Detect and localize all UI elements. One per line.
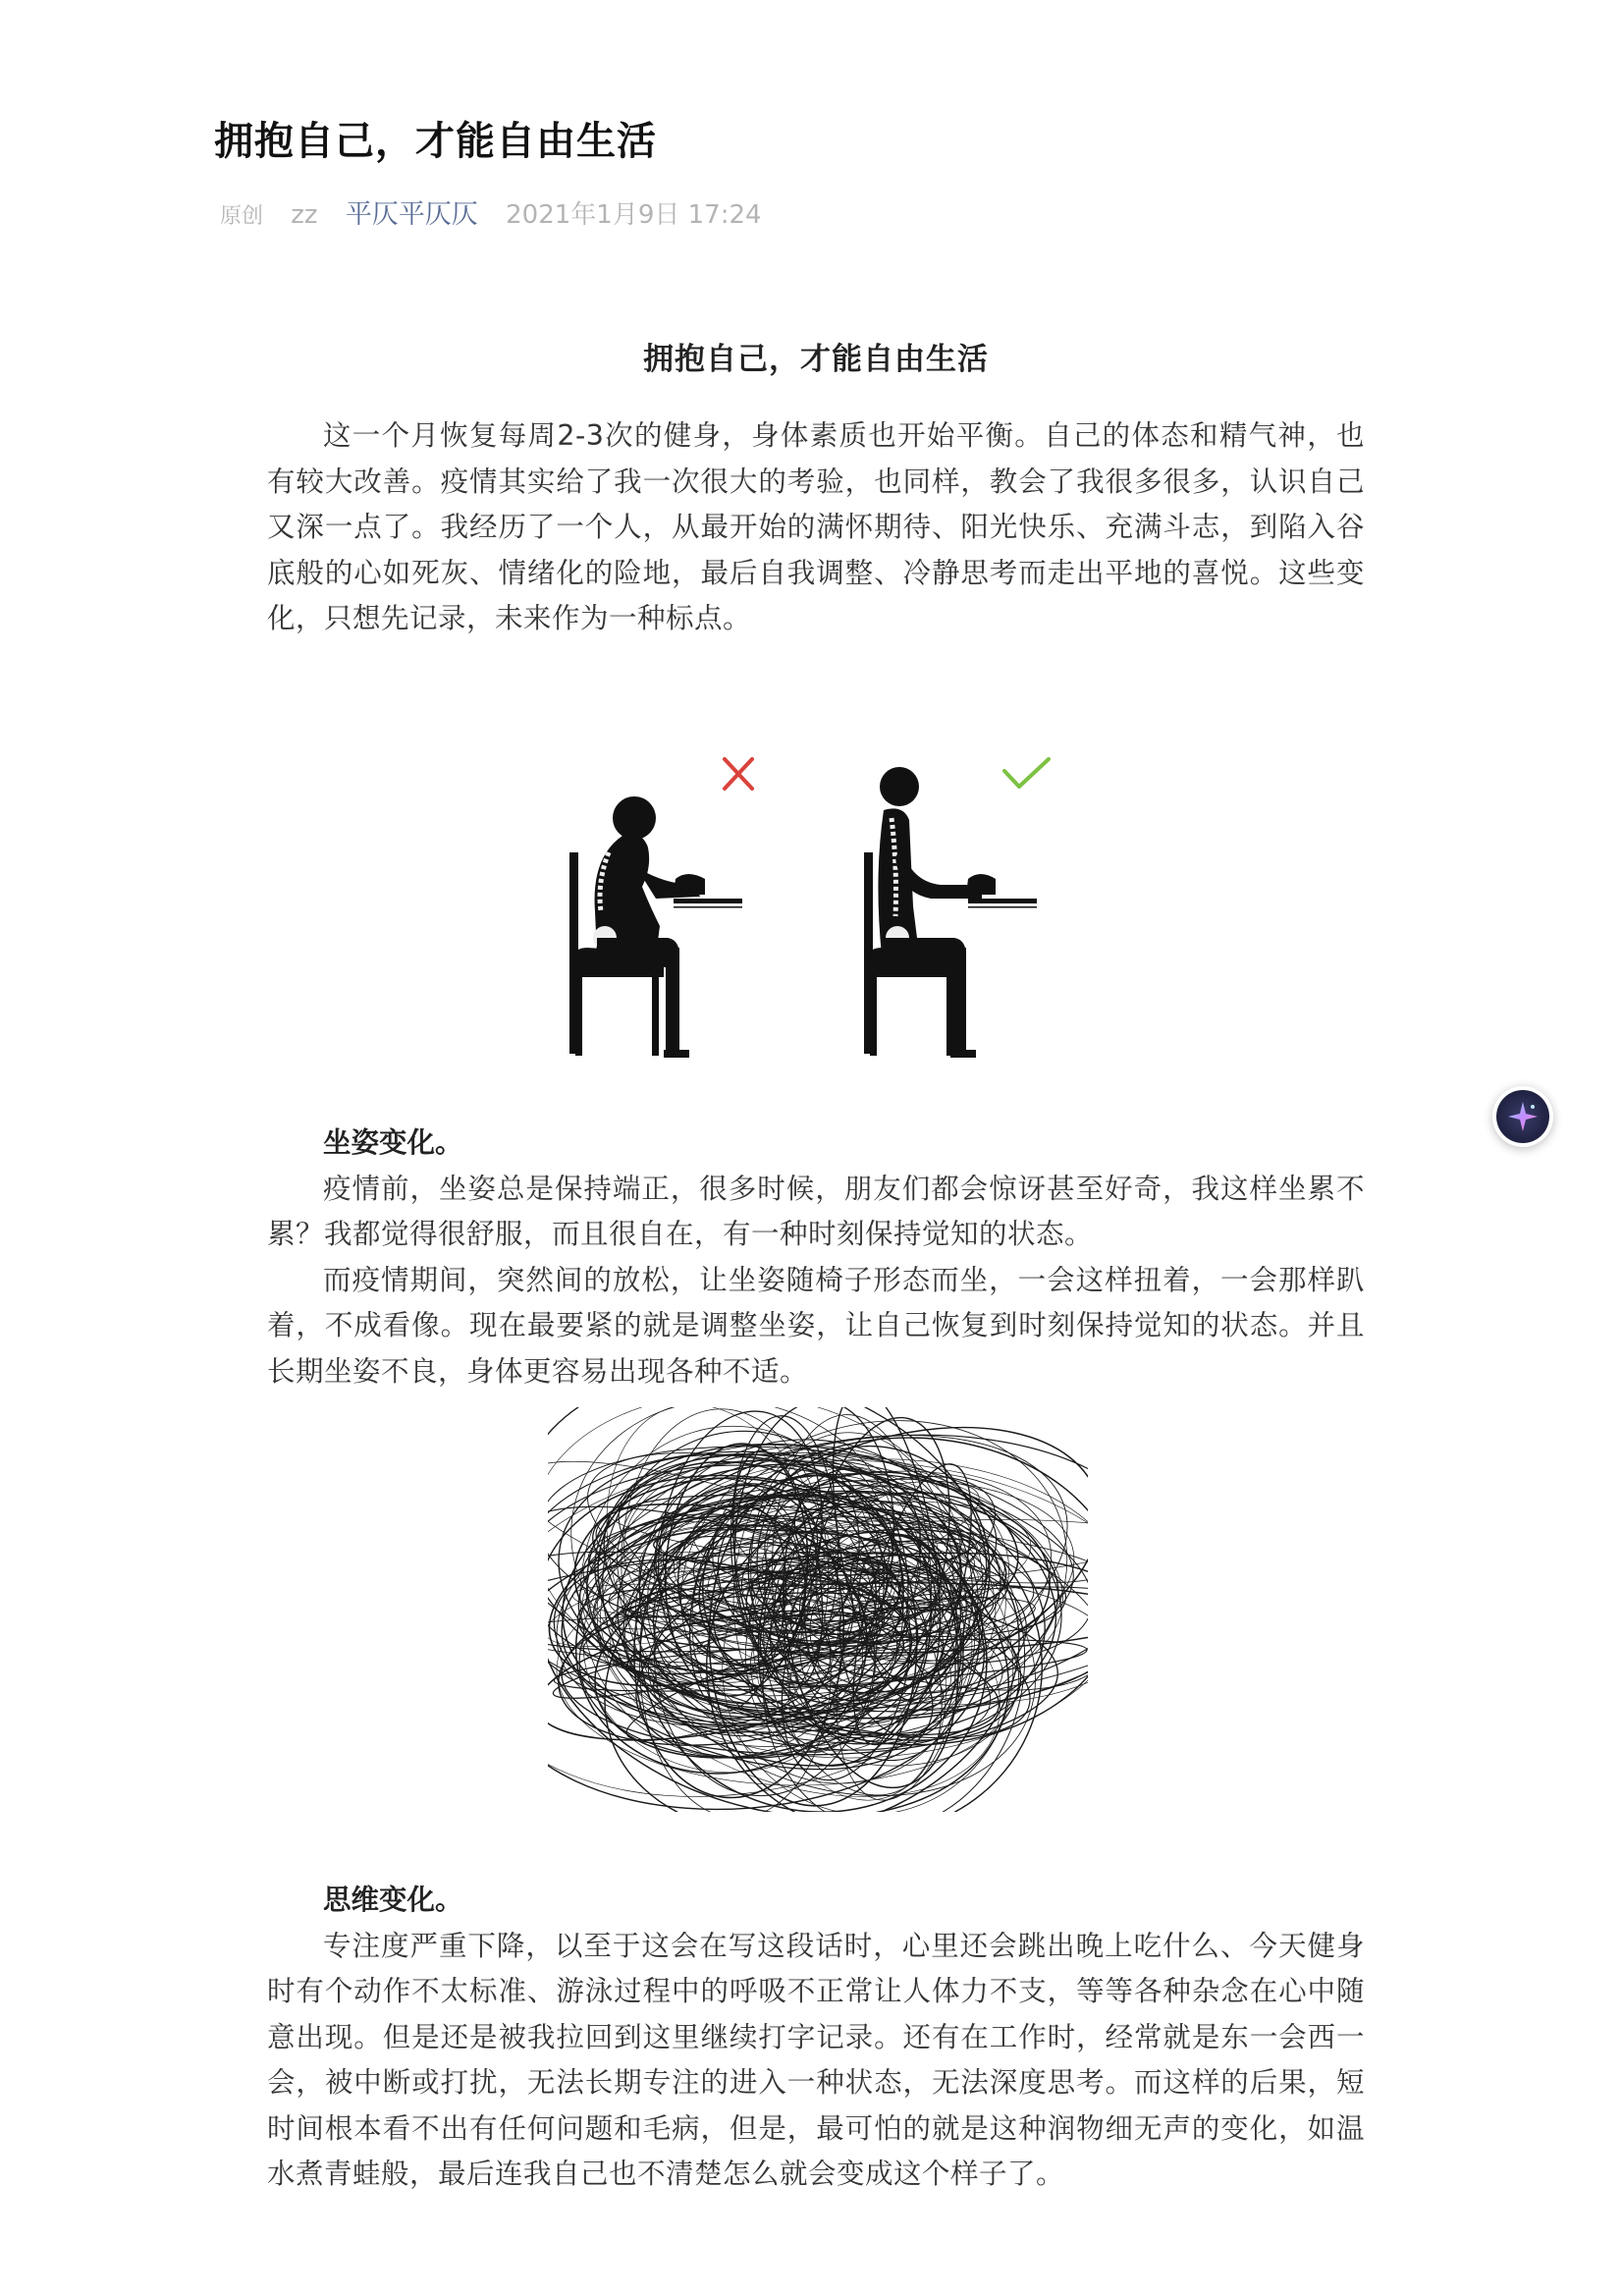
section-heading-thinking: 思维变化。 bbox=[323, 1884, 463, 1916]
thinking-paragraph-1: 专注度严重下降，以至于这会在写这段话时，心里还会跳出晚上吃什么、今天健身时有个动作不太标准、游泳过程中的呼吸不正常让人体力不支，等等各种杂念在心中随意出现。但是还是被我拉回到这里继续打字记录。还有在工作时，经常就是东一会西一会，被中断或打扰，无法长期专注的进入一种状态，无法深度思考。而这样的后果，短时间根本看不出有任何问题和毛病，但是，最可怕的就是这种润物细无声的变化，如温水煮青蛙般，最后连我自己也不清楚怎么就会变成这个样子了。 bbox=[267, 1929, 1365, 2190]
section-thinking bbox=[267, 1878, 1365, 2198]
author-name: zz bbox=[291, 200, 318, 230]
article-body bbox=[267, 334, 1365, 642]
scribble-chaos-image bbox=[548, 1407, 1088, 1812]
article-meta bbox=[220, 192, 782, 231]
account-link[interactable]: 平仄平仄仄 bbox=[345, 199, 478, 230]
sparkle-icon bbox=[1496, 1090, 1549, 1143]
posture-paragraph-2: 而疫情期间，突然间的放松，让坐姿随椅子形态而坐，一会这样扭着，一会那样趴着，不成看像。现在最要紧的就是调整坐姿，让自己恢复到时刻保持觉知的状态。并且长期坐姿不良，身体更容易出现各种不适。 bbox=[267, 1263, 1365, 1388]
article-subtitle: 拥抱自己，才能自由生活 bbox=[643, 342, 989, 377]
original-tag: 原创 bbox=[220, 204, 264, 229]
intro-paragraph: 这一个月恢复每周2-3次的健身，身体素质也开始平衡。自己的体态和精气神，也有较大改善。疫情其实给了我一次很大的考验，也同样，教会了我很多很多，认识自己又深一点了。我经历了一个人，从最开始的满怀期待、阳光快乐、充满斗志，到陷入谷底般的心如死灰、情绪化的险地，最后自我调整、冷静思考而走出平地的喜悦。这些变化，只想先记录，未来作为一种标点。 bbox=[267, 419, 1365, 634]
section-posture bbox=[267, 1121, 1365, 1394]
posture-comparison-image bbox=[558, 720, 1088, 1059]
floating-assistant-button[interactable] bbox=[1492, 1086, 1553, 1147]
section-heading-posture: 坐姿变化。 bbox=[323, 1126, 463, 1159]
publish-time: 2021年1月9日 17:24 bbox=[506, 200, 762, 230]
article-title: 拥抱自己，才能自由生活 bbox=[214, 119, 657, 164]
posture-paragraph-1: 疫情前，坐姿总是保持端正，很多时候，朋友们都会惊讶甚至好奇，我这样坐累不累？我都觉得很舒服，而且很自在，有一种时刻保持觉知的状态。 bbox=[267, 1172, 1365, 1250]
